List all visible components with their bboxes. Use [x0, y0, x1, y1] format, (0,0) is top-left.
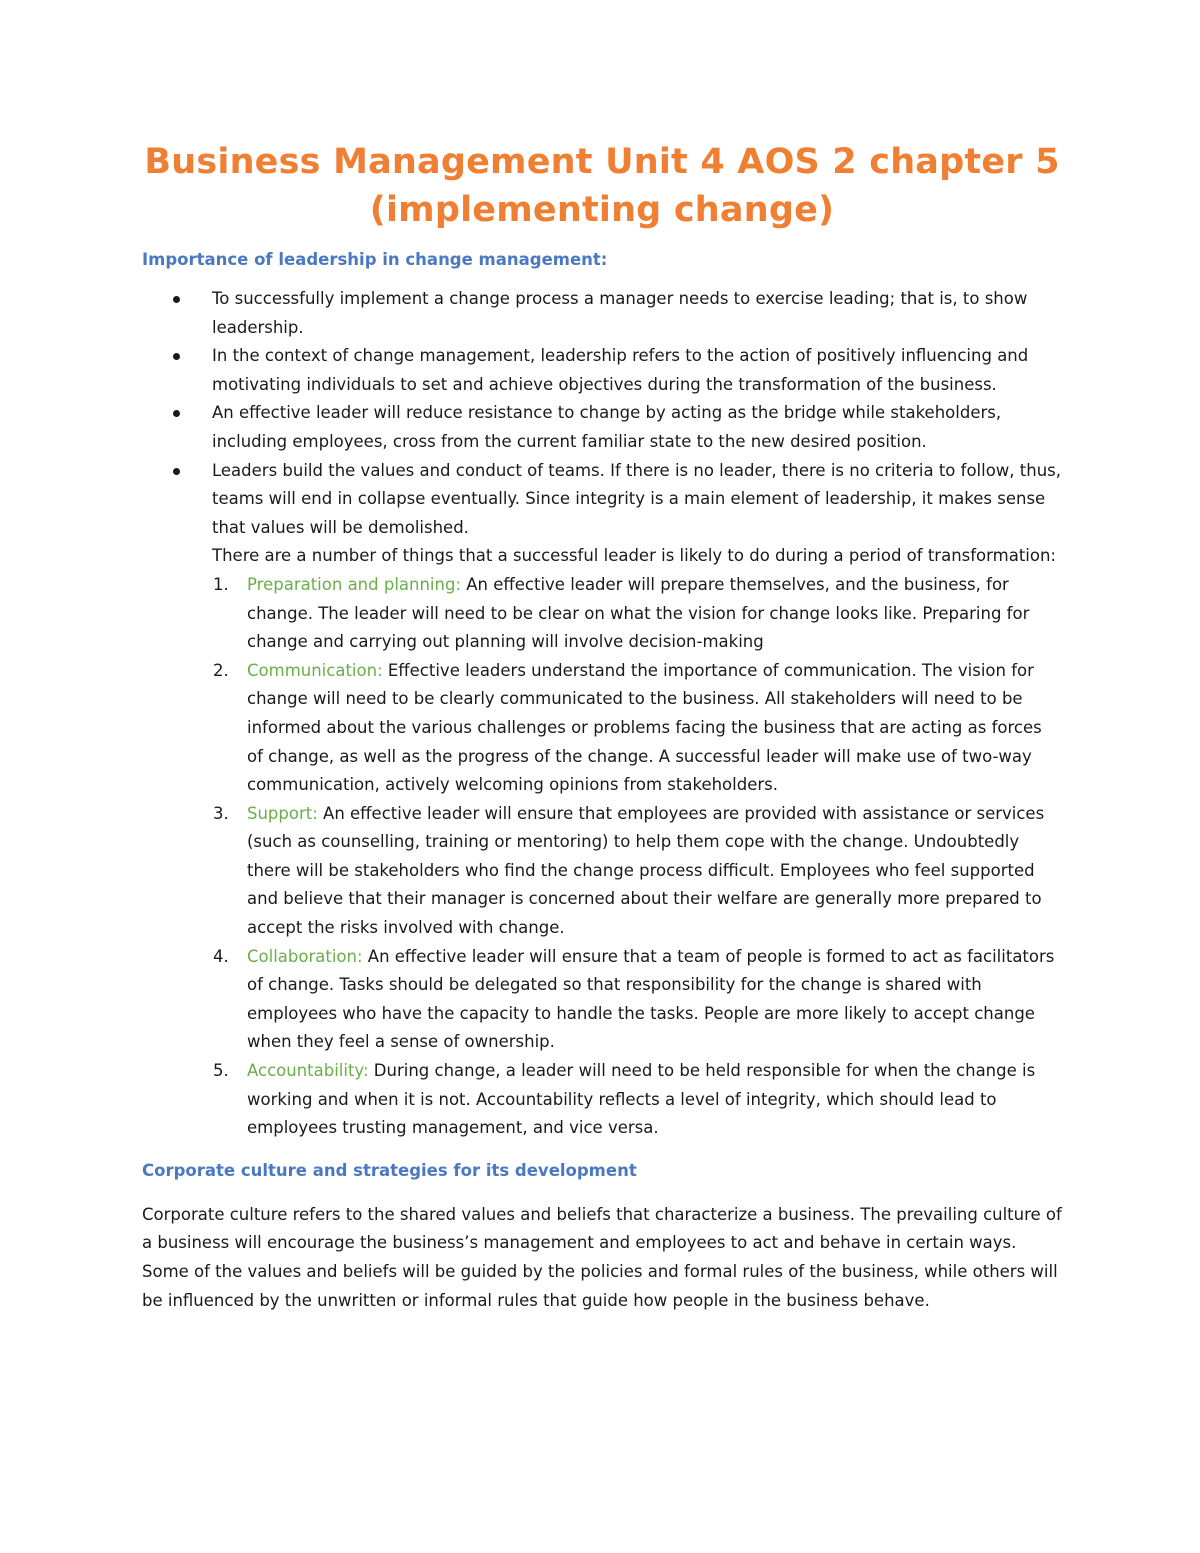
step-text: An effective leader will ensure that employees are provided with assistance or services (such as counselling, training or mentoring) to help them cope with the change. Undoubtedly there will be stakeholders who find the change process difficult. Employees who feel supported and believe that their manager is concerned about their welfare are generally more prepared to accept the risks involved with change.	[247, 803, 1045, 938]
bullet-icon	[173, 296, 180, 303]
step-text: An effective leader will prepare themselves, and the business, for change. The leader will need to be clear on what the vision for change looks like. Preparing for change and carrying out planning will involve decision-making	[247, 574, 1030, 652]
bullet-icon	[173, 468, 180, 475]
list-item	[142, 1057, 1062, 1143]
bullet-text: An effective leader will reduce resistance to change by acting as the bridge while stakeholders, including employees, cross from the current familiar state to the new desired position.	[212, 403, 1002, 451]
list-item	[142, 399, 1062, 456]
section-heading-corporate-culture: Corporate culture and strategies for its development	[142, 1160, 637, 1180]
step-term: Preparation and planning:	[247, 574, 462, 594]
bullet-text: Leaders build the values and conduct of teams. If there is no leader, there is no criteria to follow, thus, teams will end in collapse eventually. Since integrity is a main element of leadership, it makes sense that values will be demolished.	[212, 460, 1062, 537]
step-text: Effective leaders understand the importance of communication. The vision for change will need to be clearly communicated to the business. All stakeholders will need to be informed about the various challenges or problems facing the business that are acting as forces of change, as well as the progress of the change. A successful leader will make use of two-way communication, actively welcoming opinions from stakeholders.	[247, 660, 1042, 795]
step-term: Collaboration:	[247, 946, 363, 966]
step-number: 1.	[213, 574, 229, 594]
step-number: 2.	[213, 660, 229, 680]
document-title: Business Management Unit 4 AOS 2 chapter 5 (implementing change)	[144, 142, 1060, 230]
bullet-text: To successfully implement a change process a manager needs to exercise leading; that is, to show leadership.	[212, 289, 1028, 337]
list-item	[142, 285, 1062, 342]
list-item	[142, 800, 1062, 943]
step-number: 4.	[213, 946, 229, 966]
step-term: Support:	[247, 803, 318, 823]
bullet-text: In the context of change management, leadership refers to the action of positively influencing and motivating individuals to set and achieve objectives during the transformation of the business.	[212, 346, 1029, 394]
step-number: 5.	[213, 1061, 229, 1081]
step-term: Accountability:	[247, 1061, 369, 1081]
leader-actions-list	[142, 571, 1062, 1143]
step-number: 3.	[213, 803, 229, 823]
list-item	[142, 943, 1062, 1057]
step-text: During change, a leader will need to be held responsible for when the change is working and when it is not. Accountability reflects a level of integrity, which should lead to employees trusting management, and vice versa.	[247, 1061, 1036, 1138]
bullet-icon	[173, 410, 180, 417]
list-item	[142, 342, 1062, 399]
list-item	[142, 657, 1062, 800]
step-text: An effective leader will ensure that a team of people is formed to act as facilitators of change. Tasks should be delegated so that responsibility for the change is shared with employees who have the capacity to handle the tasks. People are more likely to accept change when they feel a sense of ownership.	[247, 946, 1055, 1052]
corporate-culture-paragraph: Corporate culture refers to the shared values and beliefs that characterize a business. The prevailing culture of a business will encourage the business’s management and employees to act and behave in certain ways. Some of the values and beliefs will be guided by the policies and formal rules of the business, while others will be influenced by the unwritten or informal rules that guide how people in the business behave.	[142, 1204, 1062, 1310]
leader-actions-intro: There are a number of things that a successful leader is likely to do during a period of transformation:	[212, 546, 1056, 566]
leadership-bullet-list	[142, 285, 1062, 542]
list-item	[142, 571, 1062, 657]
section-heading-leadership: Importance of leadership in change management:	[142, 250, 608, 269]
list-item	[142, 457, 1062, 543]
bullet-icon	[173, 353, 180, 360]
step-term: Communication:	[247, 660, 383, 680]
document-page	[142, 138, 1062, 1315]
